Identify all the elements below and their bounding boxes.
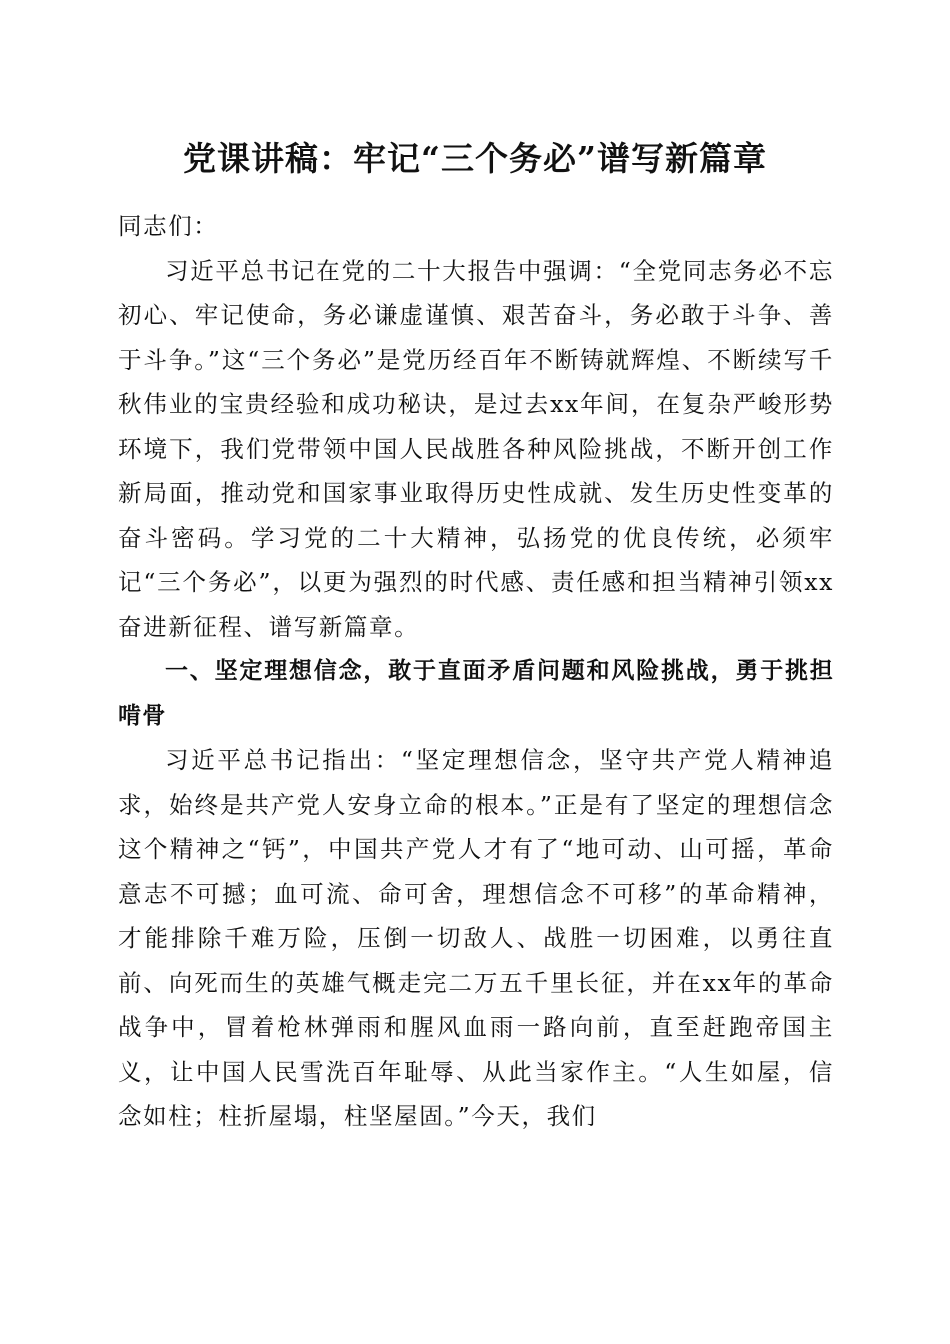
document-title: 党课讲稿：牢记“三个务必”谱写新篇章 — [183, 139, 767, 178]
salutation: 同志们： — [118, 212, 219, 240]
paragraph-intro: 习近平总书记在党的二十大报告中强调：“全党同志务必不忘初心、牢记使命，务必谦虚谨慎、艰苦奋斗，务必敢于斗争、善于斗争。”这“三个务必”是党历经百年不断铸就辉煌、不断续写千秋伟业的宝贵经验和成功秘诀，是过去xx年间，在复杂严峻形势环境下，我们党带领中国人民战胜各种风险挑战，不断开创工作新局面，推动党和国家事业取得历史性成就、发生历史性变革的奋斗密码。学习党的二十大精神，弘扬党的优良传统，必须牢记“三个务必”，以更为强烈的时代感、责任感和担当精神引领xx奋进新征程、谱写新篇章。 — [118, 256, 834, 641]
document-body — [118, 204, 834, 1139]
section-heading-1: 一、坚定理想信念，敢于直面矛盾问题和风险挑战，勇于挑担啃骨 — [118, 658, 834, 729]
paragraph-section-1: 习近平总书记指出：“坚定理想信念，坚守共产党人精神追求，始终是共产党人安身立命的根本。”正是有了坚定的理想信念这个精神之“钙”，中国共产党人才有了“地可动、山可摇，革命意志不可撼；血可流、命可舍，理想信念不可移”的革命精神，才能排除千难万险，压倒一切敌人、战胜一切困难，以勇往直前、向死而生的英雄气概走完二万五千里长征，并在xx年的革命战争中，冒着枪林弹雨和腥风血雨一路向前，直至赶跑帝国主义，让中国人民雪洗百年耻辱、从此当家作主。“人生如屋，信念如柱；柱折屋塌，柱坚屋固。”今天，我们 — [118, 746, 834, 1130]
